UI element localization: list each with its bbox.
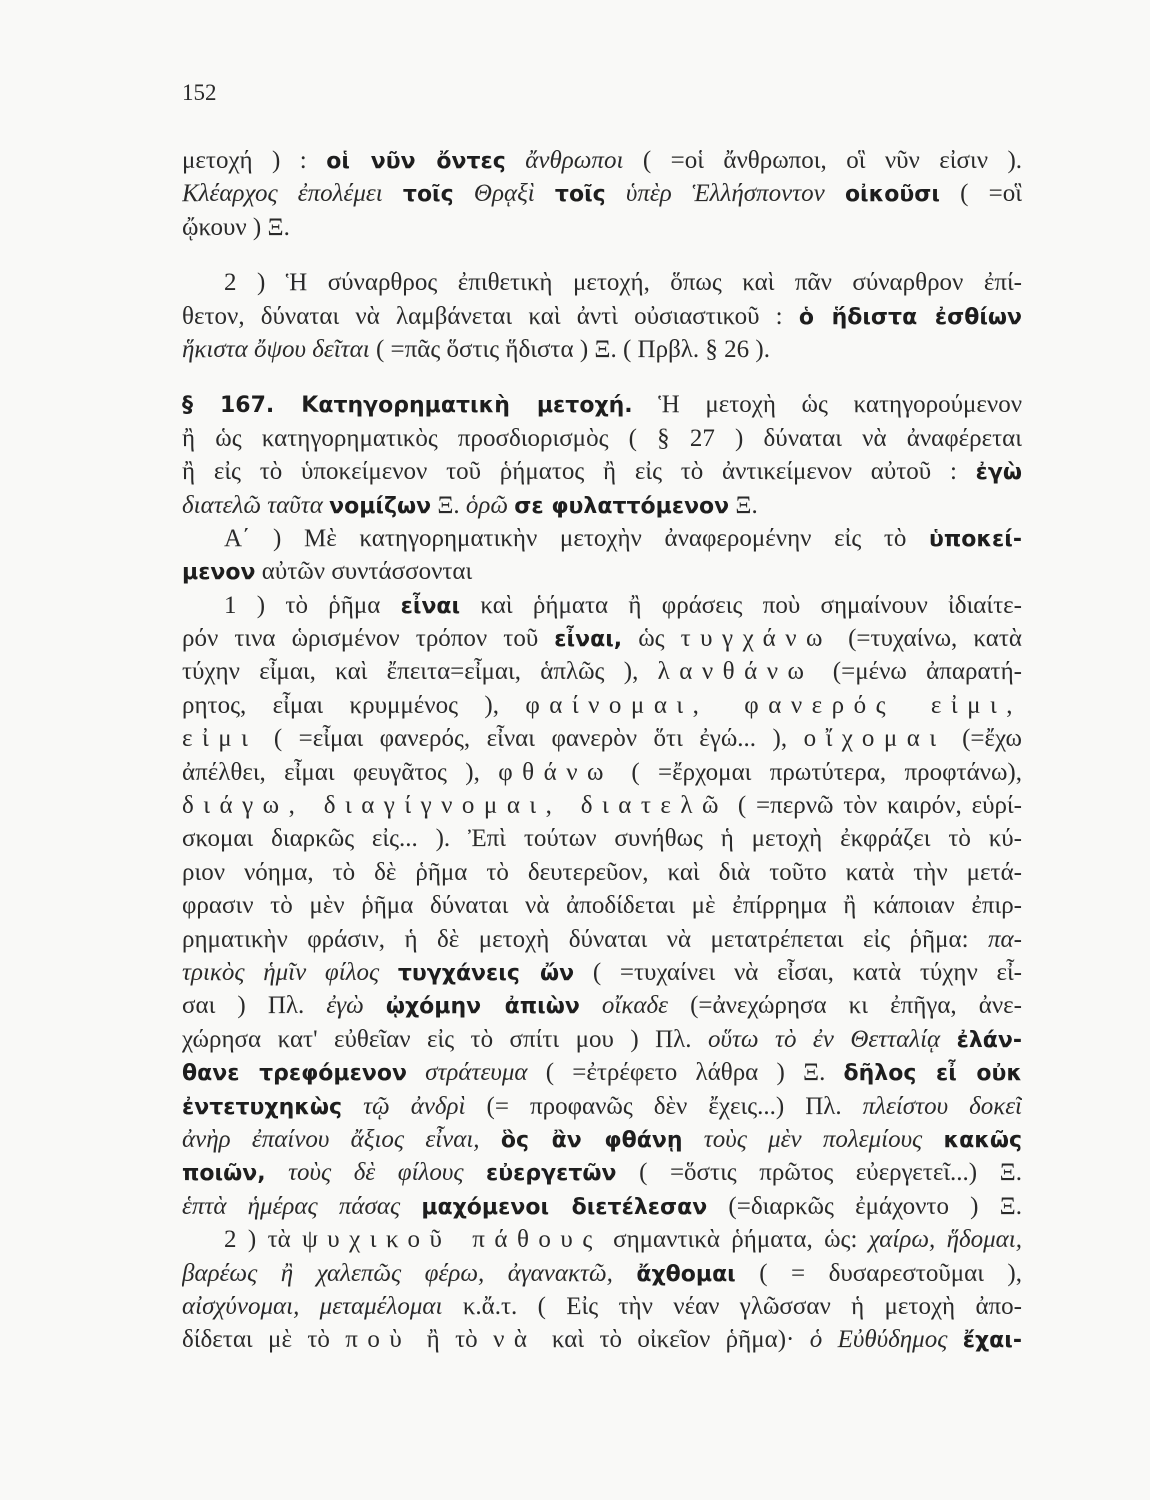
text-line [182, 144, 1022, 177]
text-line [182, 856, 1022, 889]
text-line [182, 655, 1022, 688]
bold-text: ὃς ἂν φθάνῃ [500, 1127, 683, 1153]
text-segment: (=τυχαίνω, κατὰ [832, 625, 1022, 653]
spaced-text: ψυχικοῦ πάθους [302, 1226, 602, 1254]
italic-text: ἄνθρωποι [505, 147, 643, 174]
text-segment: Ἡ μετοχὴ ὡς κατηγορούμενον [632, 391, 1022, 419]
text-segment: (=ἔχω [945, 725, 1022, 753]
italic-text: ἥκιστα ὄψου δεῖται [182, 335, 370, 363]
spaced-text: ποὺ [345, 1326, 412, 1354]
text-line [182, 822, 1022, 855]
bold-text: ἐλάν- [956, 1027, 1022, 1053]
text-segment: ρόν τινα ὡρισμένον τρόπον τοῦ [182, 625, 555, 653]
text-segment: ( =οἳ [939, 180, 1022, 208]
bold-text: ἄχθομαι [636, 1261, 736, 1287]
text-line [182, 1257, 1022, 1290]
text-segment: τύχην εἶμαι, καὶ ἔπειτα=εἶμαι, ἁπλῶς ), [182, 658, 658, 686]
text-segment: ὡς [622, 625, 681, 653]
text-segment: (=ἀνεχώρησα κι ἐπῆγα, ἀνε- [667, 992, 1022, 1020]
bold-text: τοῖς [554, 182, 606, 208]
text-line [182, 1090, 1022, 1123]
text-segment: ( =ἐτρέφετο λάθρα ) Ξ. [527, 1059, 844, 1087]
text-line [182, 1223, 1022, 1256]
text-segment: ( =πᾶς ὅστις ἥδιστα ) Ξ. ( Πρβλ. § 26 ). [369, 335, 771, 363]
italic-text: ἑπτὰ ἡμέρας πάσας [182, 1192, 422, 1220]
text-segment: σκομαι διαρκῶς εἰς... ). Ἐπὶ τούτων συνήθως ἡ μετοχὴ ἐκφράζει τὸ κύ- [182, 825, 1022, 853]
italic-text: τοὺς μὲν πολεμίους [682, 1125, 944, 1153]
text-segment: ρητος, εἶμαι κρυμμένος ), [182, 691, 526, 719]
spaced-text: τυγχάνω [680, 625, 833, 653]
spaced-text: φαίνομαι, φανερός εἰμι, [525, 691, 1022, 719]
italic-text: ἀνὴρ ἐπαίνου ἄξιος εἶναι, [182, 1125, 501, 1153]
text-segment: κ.ἄ.τ. ( Εἰς τὴν νέαν γλῶσσαν ἡ μετοχὴ ἀπο- [442, 1292, 1022, 1320]
text-segment: αὐτῶν συντάσσονται [255, 558, 473, 586]
italic-text: τῷ ἀνδρὶ [342, 1092, 466, 1120]
text-segment: ( =οἱ ἄνθρωποι, οἳ νῦν εἰσιν ). [642, 147, 1022, 174]
text-segment: ριον νόημα, τὸ δὲ ῥῆμα τὸ δευτερεῦον, καὶ διὰ τοῦτο κατὰ τὴν μετά- [182, 858, 1022, 886]
text-segment: θετον, δύναται νὰ λαμβάνεται καὶ ἀντὶ οὐσιαστικοῦ : [182, 302, 799, 330]
text-line [182, 722, 1022, 755]
text-line [182, 1156, 1022, 1189]
bold-text: τοῖς [402, 182, 454, 208]
bold-text: ὁ ἥδιστα ἐσθίων [798, 304, 1022, 330]
spaced-text: διάγω, διαγίγνομαι, διατελῶ [182, 792, 728, 820]
italic-text: πλείστου δοκεῖ [862, 1092, 1022, 1120]
text-line [182, 789, 1022, 822]
bold-text: μενον [182, 560, 256, 586]
spaced-text: νὰ [493, 1326, 537, 1354]
text-line [182, 889, 1022, 922]
text-segment: καὶ τὸ οἰκεῖον ῥῆμα)· [536, 1326, 810, 1354]
text-segment: Ξ. [729, 491, 758, 519]
text-line [182, 1123, 1022, 1156]
text-segment: Α΄ ) Μὲ κατηγορηματικὴν μετοχὴν ἀναφερομένην εἰς τὸ [224, 524, 930, 552]
bold-text: ᾠχόμην ἀπιὼν [385, 994, 580, 1020]
italic-text: ὁρῶ [465, 491, 515, 519]
text-segment: ( =ἔρχομαι πρωτύτερα, προφτάνω), [612, 758, 1022, 786]
bold-text: οἰκοῦσι [844, 182, 940, 208]
spaced-text: οἴχομαι [803, 725, 946, 753]
italic-text: διατελῶ ταῦτα [182, 491, 330, 519]
text-line [182, 555, 1022, 588]
bold-text: σε φυλαττόμενον [514, 493, 730, 519]
bold-text: μαχόμενοι διετέλεσαν [421, 1194, 708, 1220]
text-line [182, 1290, 1022, 1323]
text-segment: 2 ) Ἡ σύναρθρος ἐπιθετικὴ μετοχή, ὅπως καὶ πᾶν σύναρθρον ἐπί- [224, 269, 1022, 297]
text-line [182, 388, 1022, 421]
page-number: 152 [182, 80, 217, 105]
text-line [182, 1323, 1022, 1356]
text-line [182, 300, 1022, 333]
italic-text: χαίρω, ἥδομαι, [868, 1226, 1022, 1254]
text-line [182, 989, 1022, 1022]
bold-text: νομίζων [329, 493, 432, 519]
bold-text: ποιῶν, [182, 1161, 266, 1187]
text-segment: ( = δυσαρεστοῦμαι ), [735, 1259, 1022, 1287]
bold-text: ἔχαι- [962, 1328, 1022, 1354]
text-line [182, 1190, 1022, 1223]
italic-text: Κλέαρχος ἐπολέμει [182, 180, 403, 208]
text-segment: μετοχή ) : [182, 147, 327, 174]
text-segment: καὶ ῥήματα ἢ φράσεις ποὺ σημαίνουν ἰδιαίτε- [460, 591, 1022, 619]
text-segment: ( =τυχαίνει νὰ εἶσαι, κατὰ τύχην εἶ- [574, 958, 1022, 986]
italic-text: πα- [988, 925, 1022, 953]
bold-text: δῆλος εἶ οὐκ [843, 1061, 1022, 1087]
page-body-text [182, 144, 1022, 1357]
spaced-text: φθάνω [498, 758, 613, 786]
italic-text: ἐγὼ [326, 992, 386, 1020]
text-segment: δίδεται μὲ τὸ [182, 1326, 346, 1354]
text-segment: ἢ εἰς τὸ ὑποκείμενον τοῦ ῥήματος ἢ εἰς τὸ ἀντικείμενον αὐτοῦ : [182, 458, 976, 486]
text-line [182, 455, 1022, 488]
italic-text: οἴκαδε [579, 992, 668, 1020]
text-segment: φρασιν τὸ μὲν ῥῆμα δύναται νὰ ἀποδίδεται μὲ ἐπίρρημα ἢ κάποιαν ἐπιρ- [182, 892, 1022, 920]
text-line [182, 211, 1022, 244]
text-line [182, 522, 1022, 555]
text-segment: (=μένω ἀπαρατή- [813, 658, 1022, 686]
italic-text: οὕτω τὸ ἐν Θετταλίᾳ [708, 1025, 957, 1053]
text-segment: ( =περνῶ τὸν καιρόν, εὑρί- [727, 792, 1022, 820]
spaced-text: εἰμι [182, 725, 258, 753]
italic-text: αἰσχύνομαι, μεταμέλομαι [182, 1292, 443, 1320]
text-segment: σαι ) Πλ. [182, 992, 327, 1020]
text-segment: 1 ) τὸ ῥῆμα [224, 591, 401, 619]
text-line [182, 956, 1022, 989]
text-segment: χώρησα κατ' εὐθεῖαν εἰς τὸ σπίτι μου ) Πλ. [182, 1025, 708, 1053]
italic-text: ὑπὲρ Ἑλλήσποντον [605, 180, 845, 208]
text-segment: ( =ὅστις πρῶτος εὐεργετεῖ...) Ξ. [616, 1159, 1022, 1187]
text-line [182, 689, 1022, 722]
text-line [182, 266, 1022, 299]
italic-text: βαρέως ἢ χαλεπῶς φέρω, ἀγανακτῶ, [182, 1259, 637, 1287]
bold-text: οἱ νῦν ὄντες [326, 149, 506, 174]
text-line [182, 489, 1022, 522]
text-segment: ( =εἶμαι φανερός, εἶναι φανερὸν ὅτι ἐγώ... ), [257, 725, 804, 753]
text-line [182, 756, 1022, 789]
text-line [182, 589, 1022, 622]
text-line [182, 923, 1022, 956]
text-line [182, 622, 1022, 655]
italic-text: ὁ Εὐθύδημος [809, 1326, 963, 1354]
bold-text: θανε τρεφόμενον [182, 1061, 407, 1087]
bold-text: τυγχάνεις ὤν [397, 960, 575, 986]
text-line [182, 333, 1022, 366]
bold-text: § 167. Κατηγορηματικὴ μετοχή. [182, 393, 633, 419]
spaced-text: λανθάνω [657, 658, 814, 686]
bold-text: εἶναι, [554, 627, 623, 653]
bold-text: ἐντετυχηκὼς [182, 1094, 343, 1120]
text-segment: ἢ τὸ [411, 1326, 494, 1354]
text-segment: 2 ) τὰ [224, 1226, 303, 1254]
text-segment: (= προφανῶς δὲν ἔχεις...) Πλ. [465, 1092, 863, 1120]
text-line [182, 1023, 1022, 1056]
bold-text: ὑποκεί- [929, 526, 1022, 552]
text-segment: ἢ ὡς κατηγορηματικὸς προσδιορισμὸς ( § 27 ) δύναται νὰ ἀναφέρεται [182, 424, 1022, 452]
bold-text: εὐεργετῶν [486, 1161, 617, 1187]
text-segment: Ξ. [431, 491, 466, 519]
bold-text: κακῶς [943, 1127, 1022, 1153]
text-line [182, 1056, 1022, 1089]
bold-text: εἶναι [400, 593, 461, 619]
text-segment: ᾤκουν ) Ξ. [182, 213, 290, 241]
text-segment: ρηματικὴν φράσιν, ἡ δὲ μετοχὴ δύναται νὰ μετατρέπεται εἰς ῥῆμα: [182, 925, 989, 953]
text-segment: σημαντικὰ ῥήματα, ὡς: [601, 1226, 869, 1254]
italic-text: τρικὸς ἡμῖν φίλος [182, 958, 398, 986]
text-line [182, 177, 1022, 210]
text-line [182, 422, 1022, 455]
text-segment: ἀπέλθει, εἶμαι φευγᾶτος ), [182, 758, 499, 786]
italic-text: Θρᾳξὶ [453, 180, 555, 208]
italic-text: τοὺς δὲ φίλους [265, 1159, 487, 1187]
text-segment: (=διαρκῶς ἐμάχοντο ) Ξ. [707, 1192, 1022, 1220]
italic-text: στράτευμα [406, 1059, 528, 1087]
bold-text: ἐγὼ [975, 460, 1022, 486]
